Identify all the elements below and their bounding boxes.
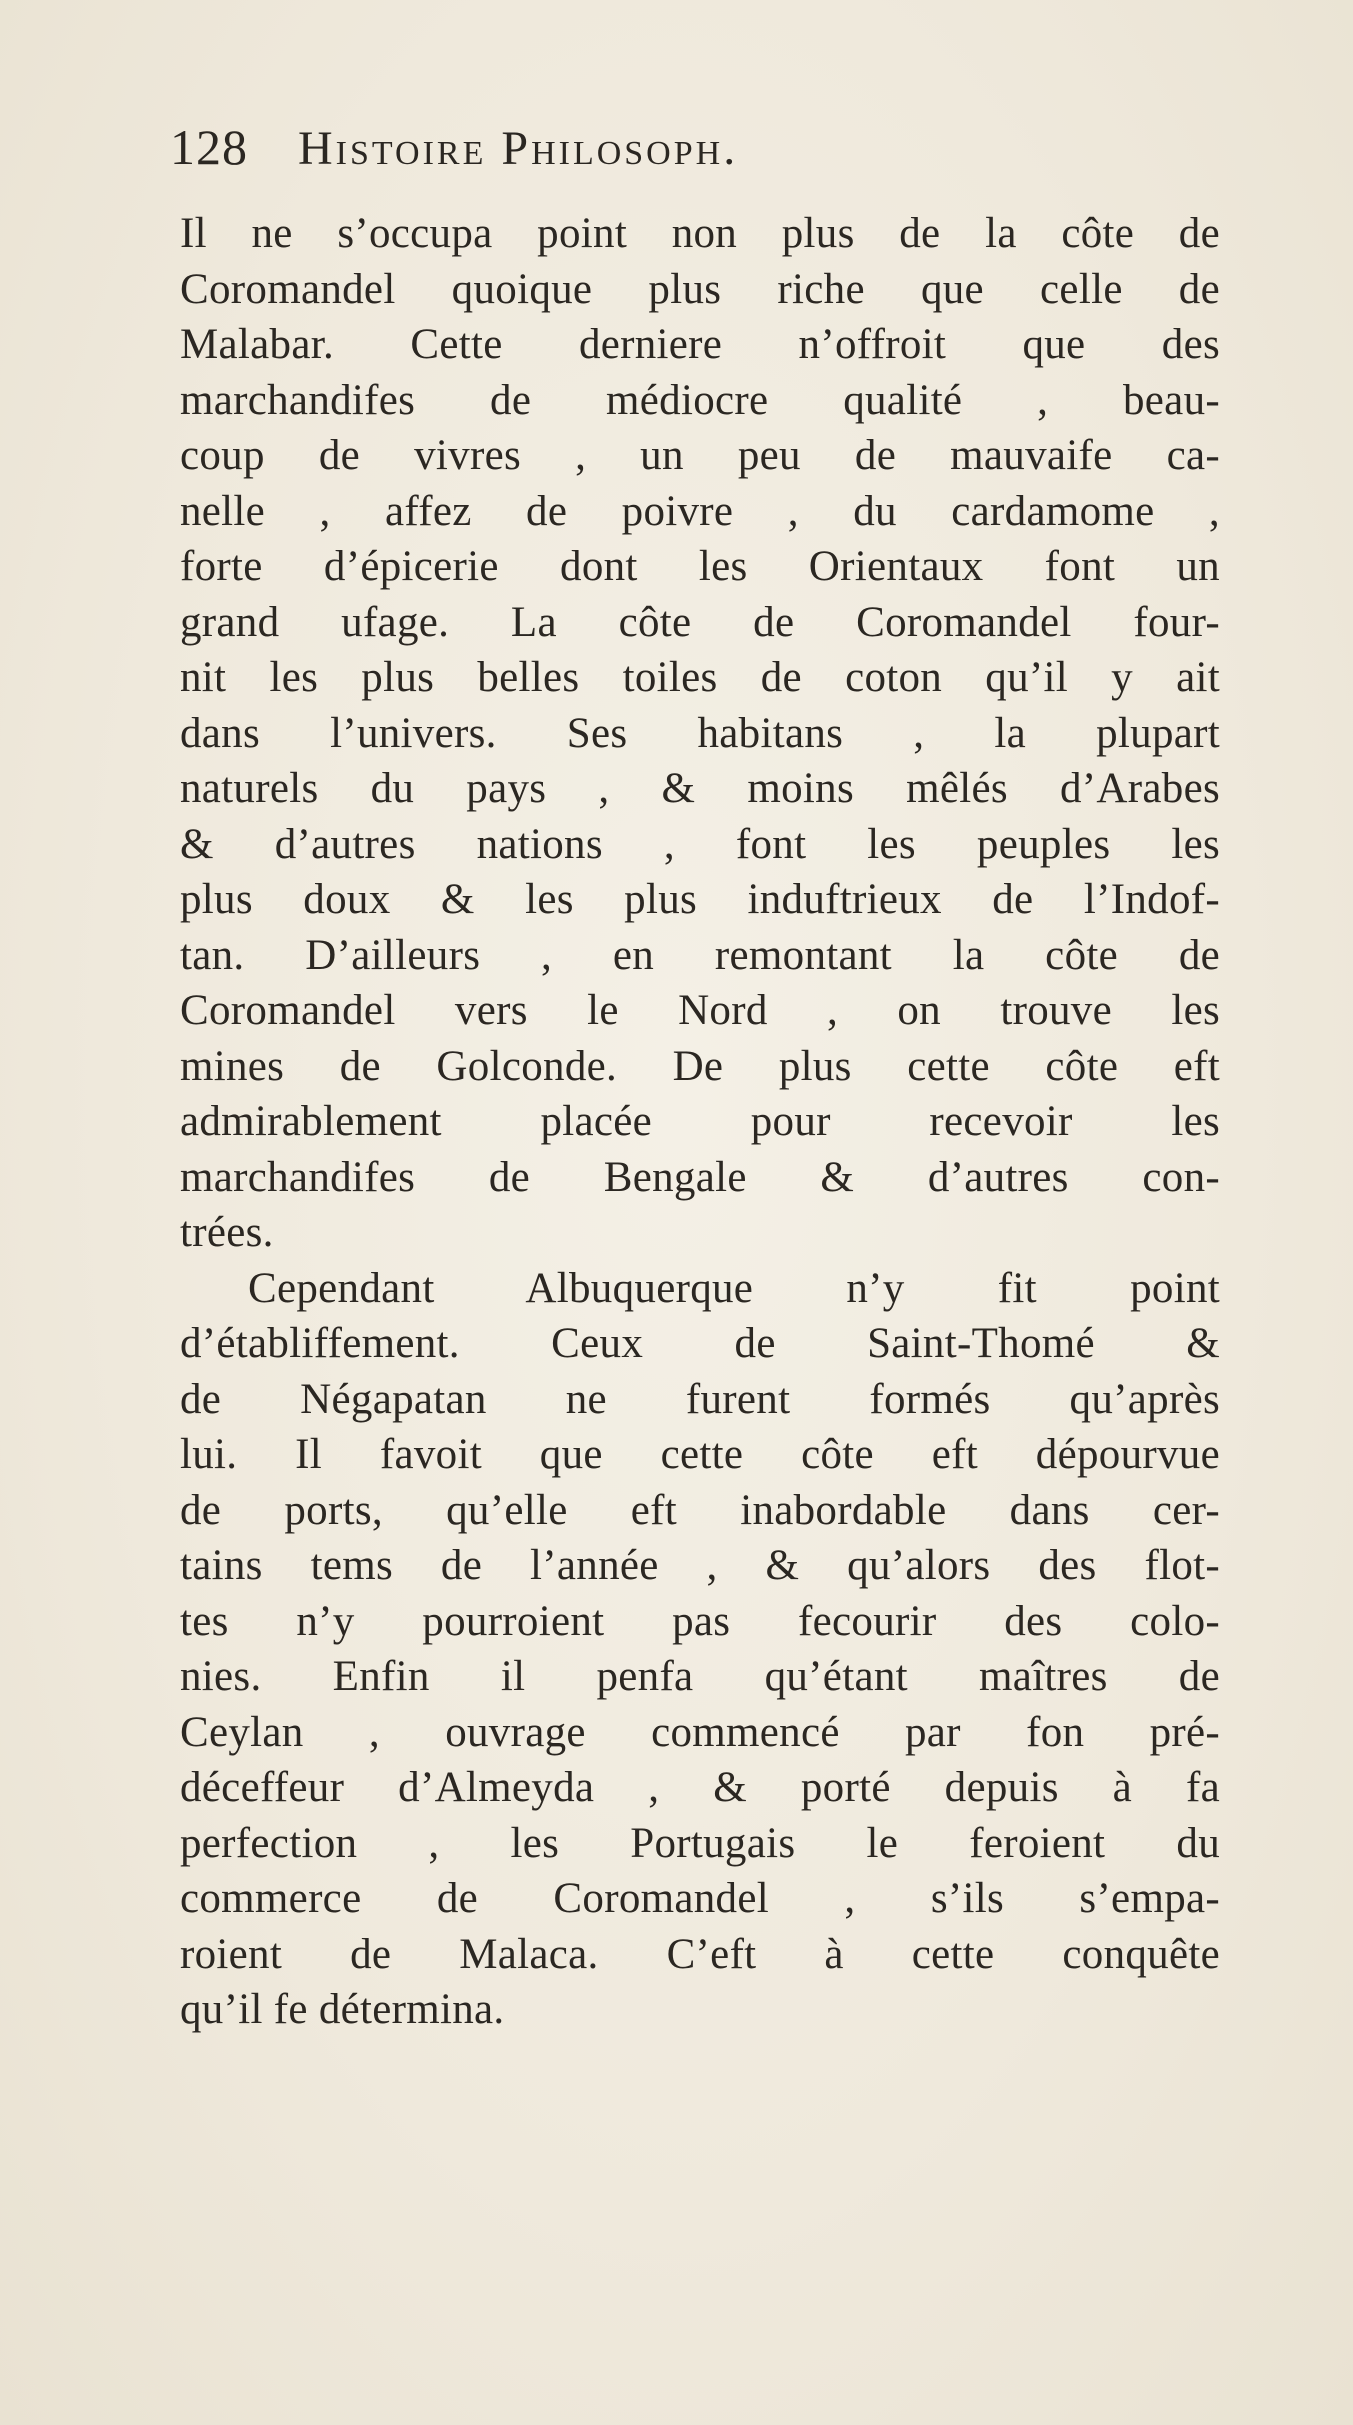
text-line: dans l’univers. Ses habitans , la plupart	[180, 709, 1220, 757]
running-title: Histoire Philosoph.	[298, 122, 739, 175]
text-line: de Négapatan ne furent formés qu’après	[180, 1375, 1220, 1423]
text-line: marchandifes de médiocre qualité , beau-	[180, 376, 1220, 424]
text-line: nelle , affez de poivre , du cardamome ,	[180, 487, 1220, 535]
text-line: Malabar. Cette derniere n’offroit que des	[180, 321, 1220, 368]
text-line: forte d’épicerie dont les Orientaux font un	[180, 543, 1220, 590]
text-line: de ports, qu’elle eft inabordable dans cer-	[180, 1486, 1220, 1534]
page-number: 128	[170, 119, 248, 175]
text-line: Coromandel vers le Nord , on trouve les	[180, 987, 1220, 1034]
text-line: déceffeur d’Almeyda , & porté depuis à fa	[180, 1764, 1220, 1811]
text-line: plus doux & les plus induftrieux de l’Indof-	[180, 876, 1220, 923]
text-line: commerce de Coromandel , s’ils s’empa-	[180, 1875, 1220, 1922]
text-line: Cependant Albuquerque n’y fit point	[248, 1264, 1220, 1312]
text-line: qu’il fe détermina.	[180, 1986, 505, 2033]
text-line: Coromandel quoique plus riche que celle de	[180, 265, 1220, 313]
text-line: admirablement placée pour recevoir les	[180, 1098, 1220, 1145]
text-line: Il ne s’occupa point non plus de la côte de	[180, 210, 1220, 257]
text-line: tan. D’ailleurs , en remontant la côte de	[180, 931, 1220, 979]
text-line: mines de Golconde. De plus cette côte eft	[180, 1042, 1220, 1090]
text-line: grand ufage. La côte de Coromandel four-	[180, 598, 1220, 646]
text-line: coup de vivres , un peu de mauvaife ca-	[180, 432, 1220, 479]
text-line: trées.	[180, 1209, 274, 1256]
text-line: lui. Il favoit que cette côte eft dépourvue	[180, 1431, 1220, 1478]
text-line: d’établiffement. Ceux de Saint-Thomé &	[180, 1320, 1220, 1367]
text-line: roient de Malaca. C’eft à cette conquête	[180, 1930, 1220, 1978]
text-line: Ceylan , ouvrage commencé par fon pré-	[180, 1708, 1220, 1756]
paragraph	[180, 1261, 1220, 2038]
text-line: naturels du pays , & moins mêlés d’Arabes	[180, 765, 1220, 812]
page-header	[170, 118, 738, 198]
text-line: perfection , les Portugais le feroient du	[180, 1819, 1220, 1867]
text-line: tes n’y pourroient pas fecourir des colo-	[180, 1597, 1220, 1645]
text-line: nit les plus belles toiles de coton qu’il y ait	[180, 654, 1220, 701]
body-text	[180, 206, 1220, 2038]
text-line: marchandifes de Bengale & d’autres con-	[180, 1153, 1220, 1201]
text-line: & d’autres nations , font les peuples les	[180, 820, 1220, 868]
text-line: nies. Enfin il penfa qu’étant maîtres de	[180, 1653, 1220, 1700]
text-line: tains tems de l’année , & qu’alors des flot-	[180, 1542, 1220, 1589]
paragraph	[180, 206, 1220, 1261]
